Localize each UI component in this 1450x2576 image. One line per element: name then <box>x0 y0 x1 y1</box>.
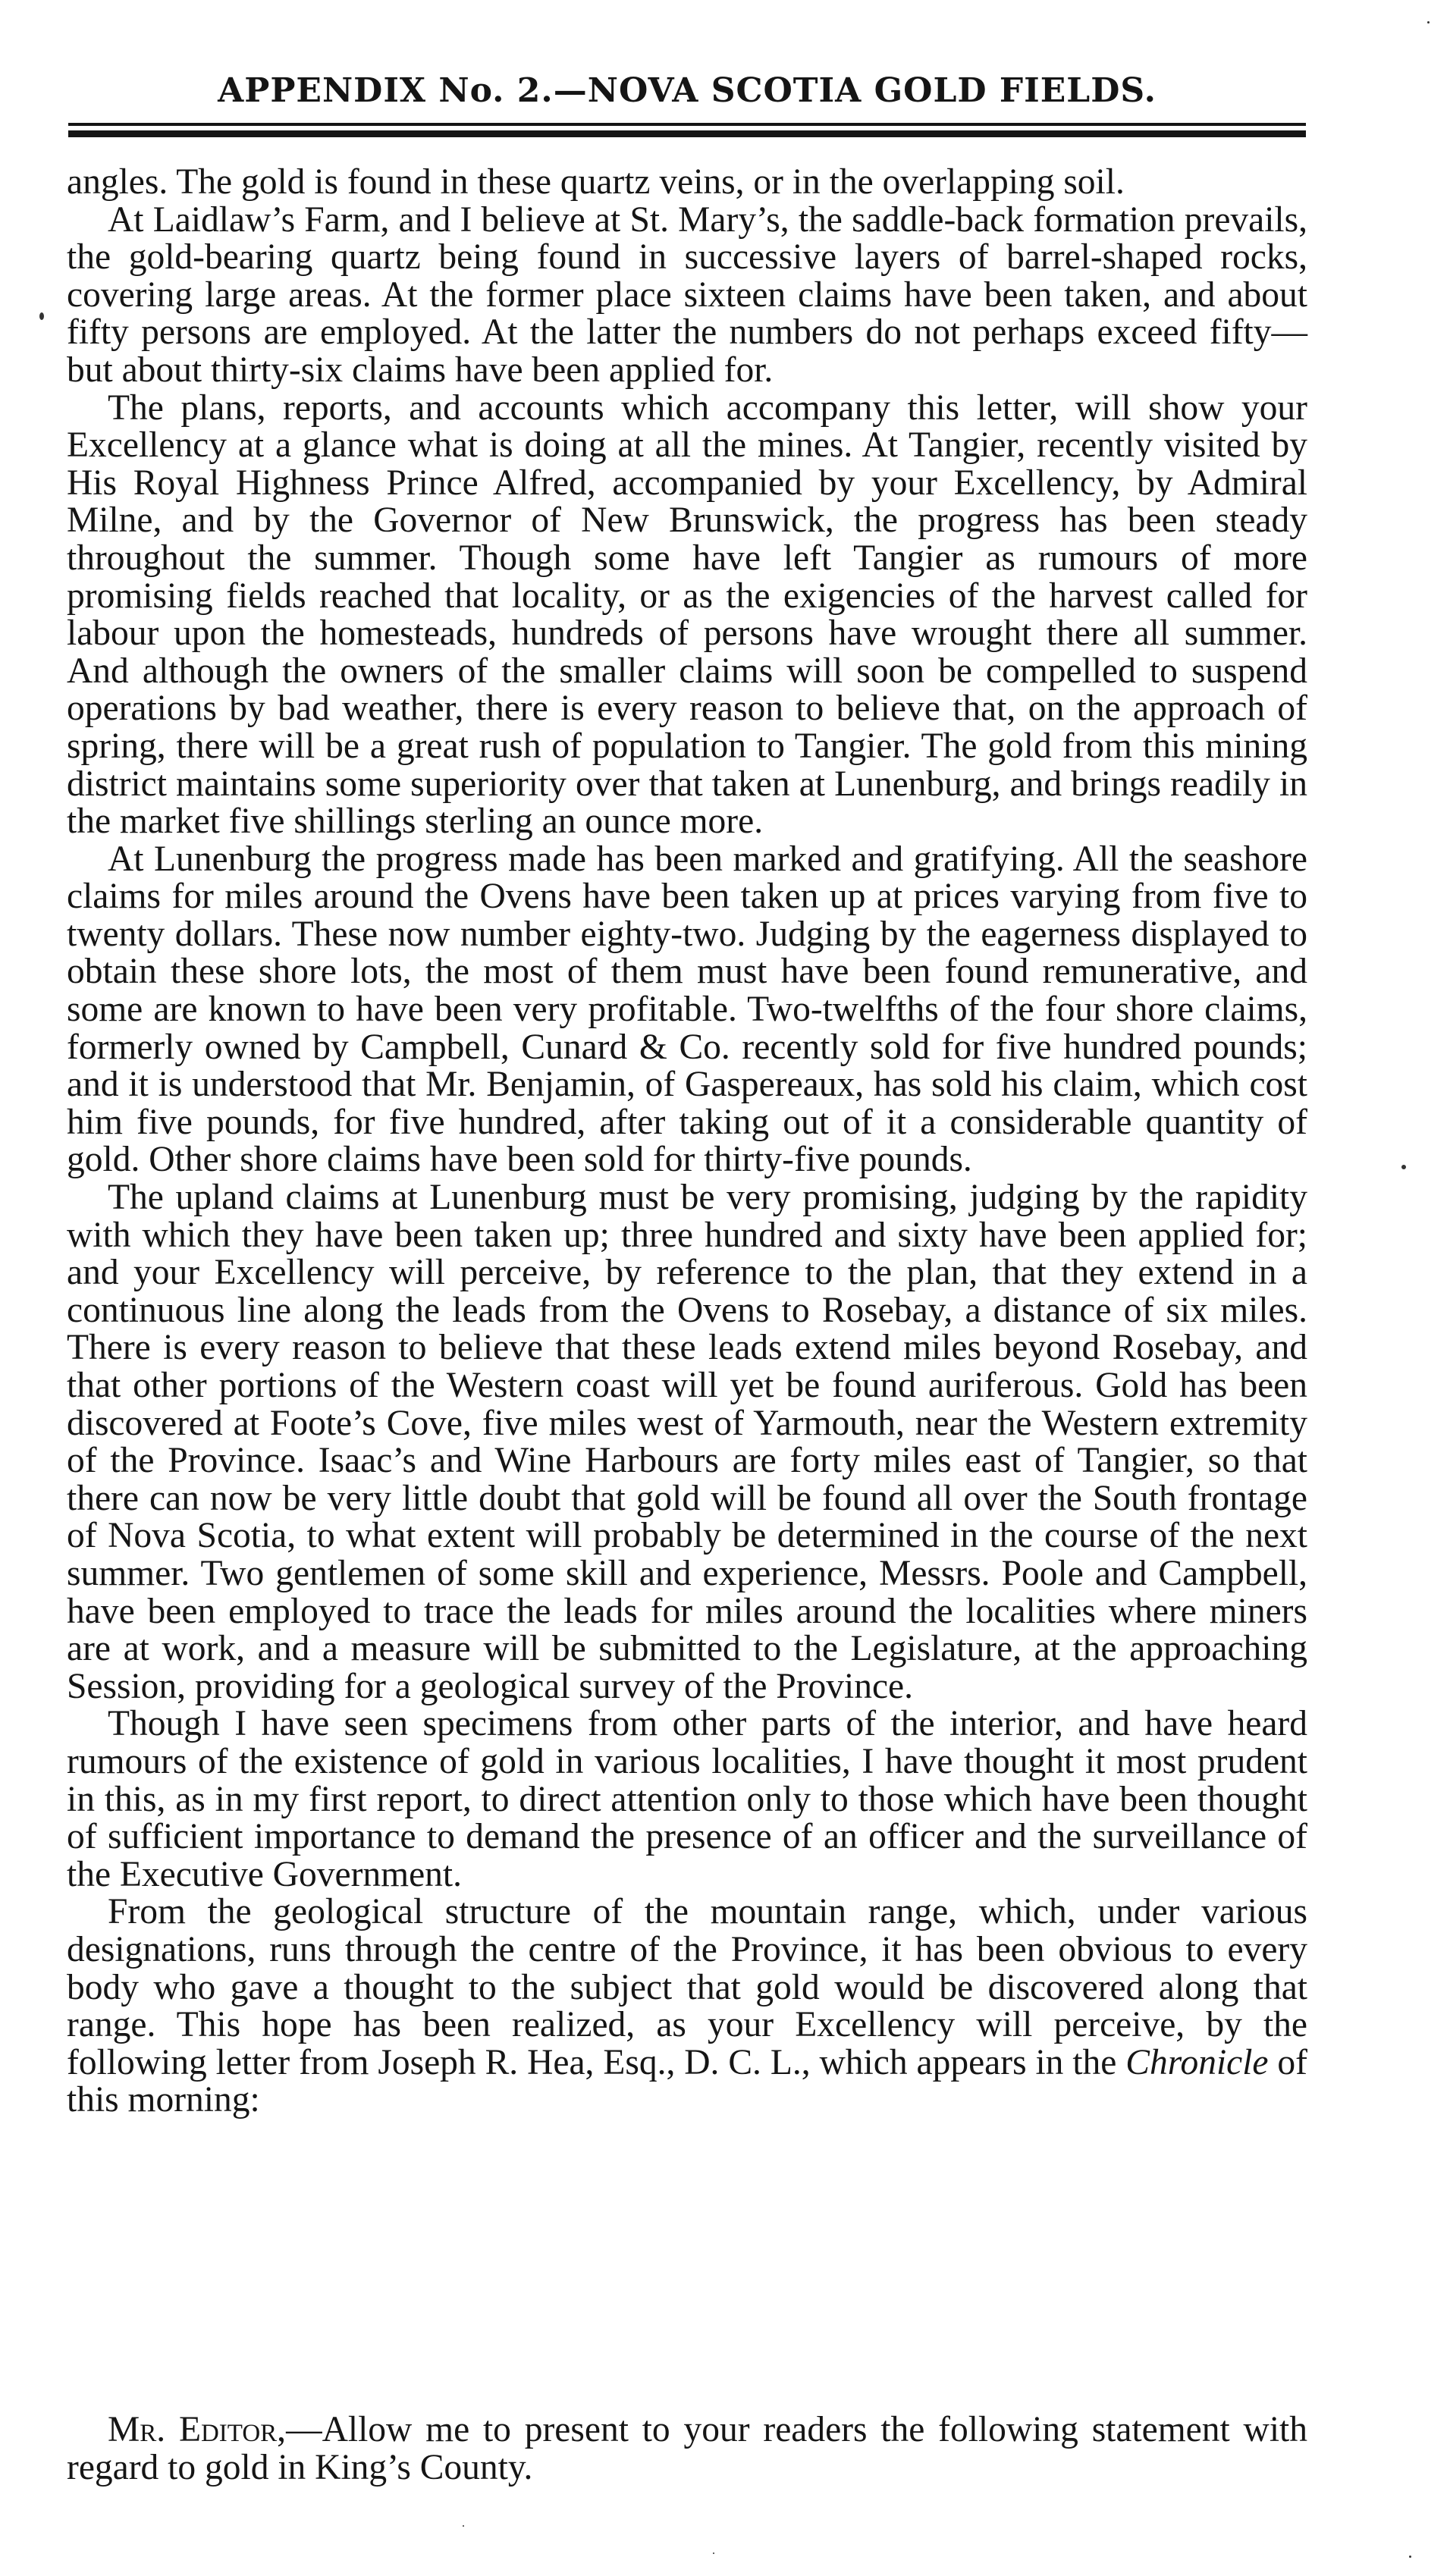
paragraph-plans-reports: The plans, reports, and accounts which accompany this letter, will show your Excellency at a glance what is doing at all the mines. At Tangier, recently visited by His Royal Highness Prince Alfred, accompanied by your Excellency, by Admiral Milne, and by the Governor of New Brunswick, the progress has been steady throughout the summer. Though some have left Tangier as rumours of more promising fields reached that locality, or as the exigencies of the harvest called for labour upon the homesteads, hundreds of persons have wrought there all summer. And although the owners of the smaller claims will soon be compelled to suspend operations by bad weather, there is every reason to believe that, on the approach of spring, there will be a great rush of population to Tangier. The gold from this mining district maintains some superiority over that taken at Lunenburg, and brings readily in the market five shillings sterling an ounce more. <box>67 387 1307 842</box>
letter-text: —Allow me to present to your readers the following statement with regard to gold in King’s County. <box>67 2410 1307 2487</box>
header-rule-thick <box>68 130 1306 137</box>
paragraph-geological-structure-tail: of this morning: <box>67 2042 1308 2120</box>
margin-speck <box>39 312 44 320</box>
margin-speck <box>463 2525 464 2527</box>
margin-speck <box>1427 21 1430 24</box>
paragraph-geological-structure <box>67 1894 1307 2119</box>
header-rule-thin <box>68 123 1306 126</box>
paragraph-specimens: Though I have seen specimens from other parts of the interior, and have heard rumours of the existence of gold in various localities, I have thought it most prudent in this, as in my first report, to direct attention only to those which have been thought of sufficient importance to demand the presence of an officer and the surveillance of the Executive Government. <box>67 1704 1307 1894</box>
paragraph-lunenburg-progress: At Lunenburg the progress made has been marked and gratifying. All the seashore claims for miles around the Ovens have been taken up at prices varying from five to twenty dollars. These now number eighty-two. Judging by the eagerness displayed to obtain these shore lots, the most of them must have been found remunerative, and some are known to have been very profitable. Two-twelfths of the four shore claims, formerly owned by Campbell, Cunard & Co. recently sold for five hundred pounds; and it is understood that Mr. Benjamin, of Gaspereaux, has sold his claim, which cost him five pounds, for five hundred, after taking out of it a considerable quantity of gold. Other shore claims have been sold for thirty-five pounds. <box>67 839 1307 1180</box>
running-head: APPENDIX No. 2.—NOVA SCOTIA GOLD FIELDS. <box>218 71 1157 110</box>
paragraph-laidlaws-farm: At Laidlaw’s Farm, and I believe at St. Mary’s, the saddle-back formation prevails, the gold-bearing quartz being found in successive layers of barrel-shaped rocks, covering large areas. At the former place sixteen claims have been taken, and about fifty persons are employed. At the latter the numbers do not perhaps exceed fifty—but about thirty-six claims have been applied for. <box>67 199 1307 390</box>
paragraph-continuation: angles. The gold is found in these quartz veins, or in the overlapping soil. <box>67 162 1125 202</box>
letter-opening <box>67 2411 1307 2487</box>
paragraph-upland-claims: The upland claims at Lunenburg must be very promising, judging by the rapidity with which they have been taken up; three hundred and sixty have been applied for; and your Excellency will perceive, by reference to the plan, that they extend in a continuous line along the leads from the Ovens to Rosebay, a distance of six miles. There is every reason to believe that these leads extend miles beyond Rosebay, and that other portions of the Western coast will yet be found auriferous. Gold has been discovered at Foote’s Cove, five miles west of Yarmouth, near the Western extremity of the Province. Isaac’s and Wine Harbours are forty miles east of Tangier, so that there can now be very little doubt that gold will be found all over the South frontage of Nova Scotia, to what extent will probably be determined in the course of the next summer. Two gentlemen of some skill and experience, Messrs. Poole and Campbell, have been employed to trace the leads for miles around the localities where miners are at work, and a measure will be submitted to the Legislature, at the approaching Session, providing for a geological survey of the Province. <box>67 1178 1307 1706</box>
body-text <box>67 164 1307 2119</box>
margin-speck <box>1409 2556 1411 2558</box>
paragraph-geological-structure-text: From the geological structure of the mountain range, which, under various designations, runs through the centre of the Province, it has been obvious to every body who gave a thought to the subject that gold would be discovered along that range. This hope has been realized, as your Excellency will perceive, by the following letter from Joseph R. Hea, Esq., D. C. L., which appears in the <box>67 1892 1307 2082</box>
chronicle-title: Chronicle <box>1125 2042 1269 2082</box>
margin-speck <box>713 2552 714 2554</box>
letter-salutation: Mr. Editor, <box>108 2410 287 2449</box>
margin-speck <box>1401 1165 1406 1169</box>
